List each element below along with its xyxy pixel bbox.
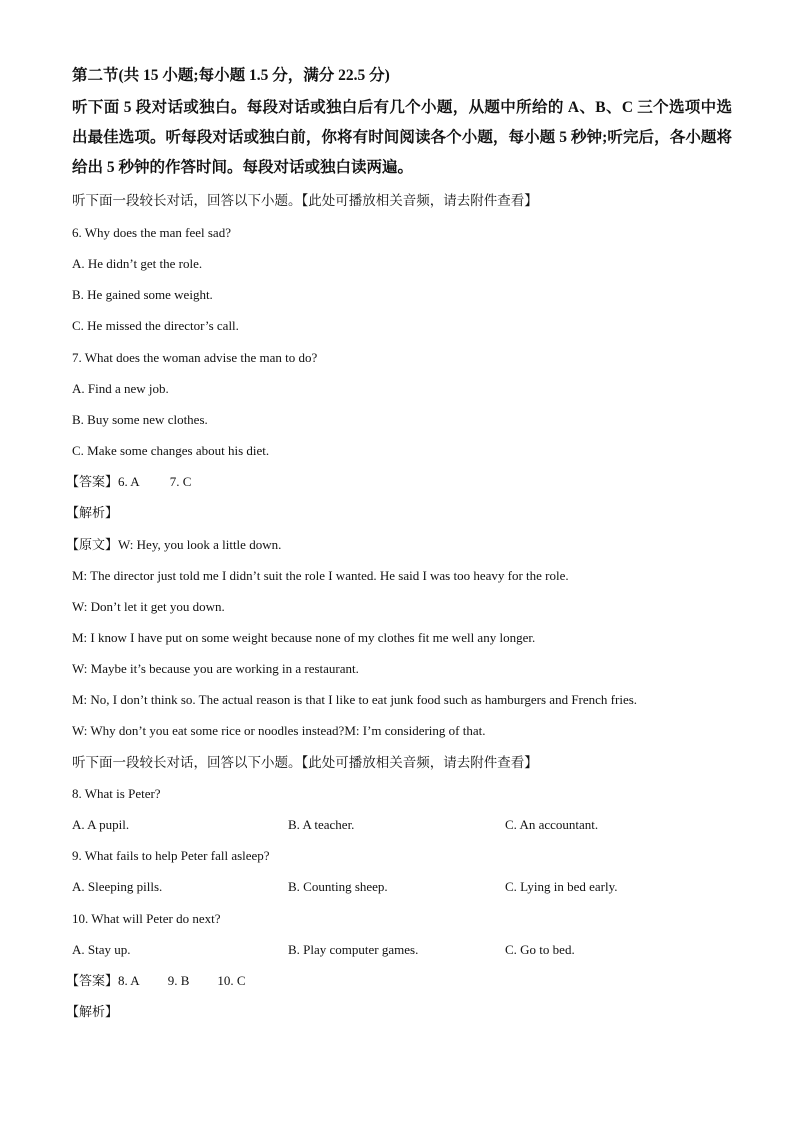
transcript-label: 【原文】 [66, 537, 119, 552]
q6-option-c: C. He missed the director’s call. [72, 318, 239, 333]
transcript-line-5: W: Maybe it’s because you are working in a restaurant. [72, 661, 359, 676]
answer-10: 10. C [217, 973, 246, 988]
answer-label: 【答案】 [66, 474, 119, 489]
transcript-line-4: M: I know I have put on some weight because none of my clothes fit me well any longer. [72, 630, 536, 645]
section-instructions: 听下面 5 段对话或独白。每段对话或独白后有几个小题，从题中所给的 A、B、C 三个选项中选 出最佳选项。听每段对话或独白前，你将有时间阅读各个小题，每小题 5 秒钟;听完后，各小题将给出 5 秒钟的作答时间。每段对话或独白读两遍。 [72, 99, 732, 176]
analysis-label: 【解析】 [66, 505, 119, 520]
q9-options [0, 879, 794, 895]
q8-option-c: C. An accountant. [505, 817, 599, 832]
q9-stem: 9. What fails to help Peter fall asleep? [72, 848, 270, 863]
q7-option-a: A. Find a new job. [72, 381, 169, 396]
q8-option-b: B. A teacher. [288, 817, 355, 832]
group1-intro: 听下面一段较长对话，回答以下小题。【此处可播放相关音频，请去附件查看】 [72, 193, 538, 208]
q8-options [0, 817, 794, 833]
transcript-line-3: W: Don’t let it get you down. [72, 599, 225, 614]
q7-option-c: C. Make some changes about his diet. [72, 443, 270, 458]
q10-options [0, 942, 794, 958]
q6-option-a: A. He didn’t get the role. [72, 256, 203, 271]
q10-option-b: B. Play computer games. [288, 942, 419, 957]
q7-stem: 7. What does the woman advise the man to do? [72, 350, 318, 365]
answer-6: 6. A [118, 474, 140, 489]
q8-option-a: A. A pupil. [72, 817, 130, 832]
group1-answer [66, 474, 192, 490]
q10-stem: 10. What will Peter do next? [72, 911, 221, 926]
transcript-line-2: M: The director just told me I didn’t suit the role I wanted. He said I was too heavy for the role. [72, 568, 569, 583]
section-heading [72, 66, 732, 183]
section-title: 第二节(共 15 小题;每小题 1.5 分，满分 22.5 分) [72, 67, 390, 84]
group1-analysis [66, 505, 119, 521]
analysis-label: 【解析】 [66, 1004, 119, 1019]
q10-option-c: C. Go to bed. [505, 942, 575, 957]
q8-stem: 8. What is Peter? [72, 786, 161, 801]
q6-option-b: B. He gained some weight. [72, 287, 213, 302]
transcript-line-6: M: No, I don’t think so. The actual reason is that I like to eat junk food such as hamburgers and French fries. [72, 692, 638, 707]
group2-intro: 听下面一段较长对话，回答以下小题。【此处可播放相关音频，请去附件查看】 [72, 755, 538, 770]
answer-8: 8. A [118, 973, 140, 988]
q9-option-b: B. Counting sheep. [288, 879, 388, 894]
transcript-text: W: Hey, you look a little down. [118, 537, 282, 552]
q10-option-a: A. Stay up. [72, 942, 131, 957]
group2-analysis [66, 1004, 119, 1020]
group2-answer [66, 973, 246, 989]
answer-9: 9. B [167, 973, 190, 988]
transcript-line-7: W: Why don’t you eat some rice or noodles instead?M: I’m considering of that. [72, 723, 486, 738]
answer-7: 7. C [169, 474, 192, 489]
answer-label: 【答案】 [66, 973, 119, 988]
q9-option-c: C. Lying in bed early. [505, 879, 618, 894]
q7-option-b: B. Buy some new clothes. [72, 412, 208, 427]
q9-option-a: A. Sleeping pills. [72, 879, 163, 894]
transcript-line-1 [66, 537, 282, 553]
q6-stem: 6. Why does the man feel sad? [72, 225, 231, 240]
